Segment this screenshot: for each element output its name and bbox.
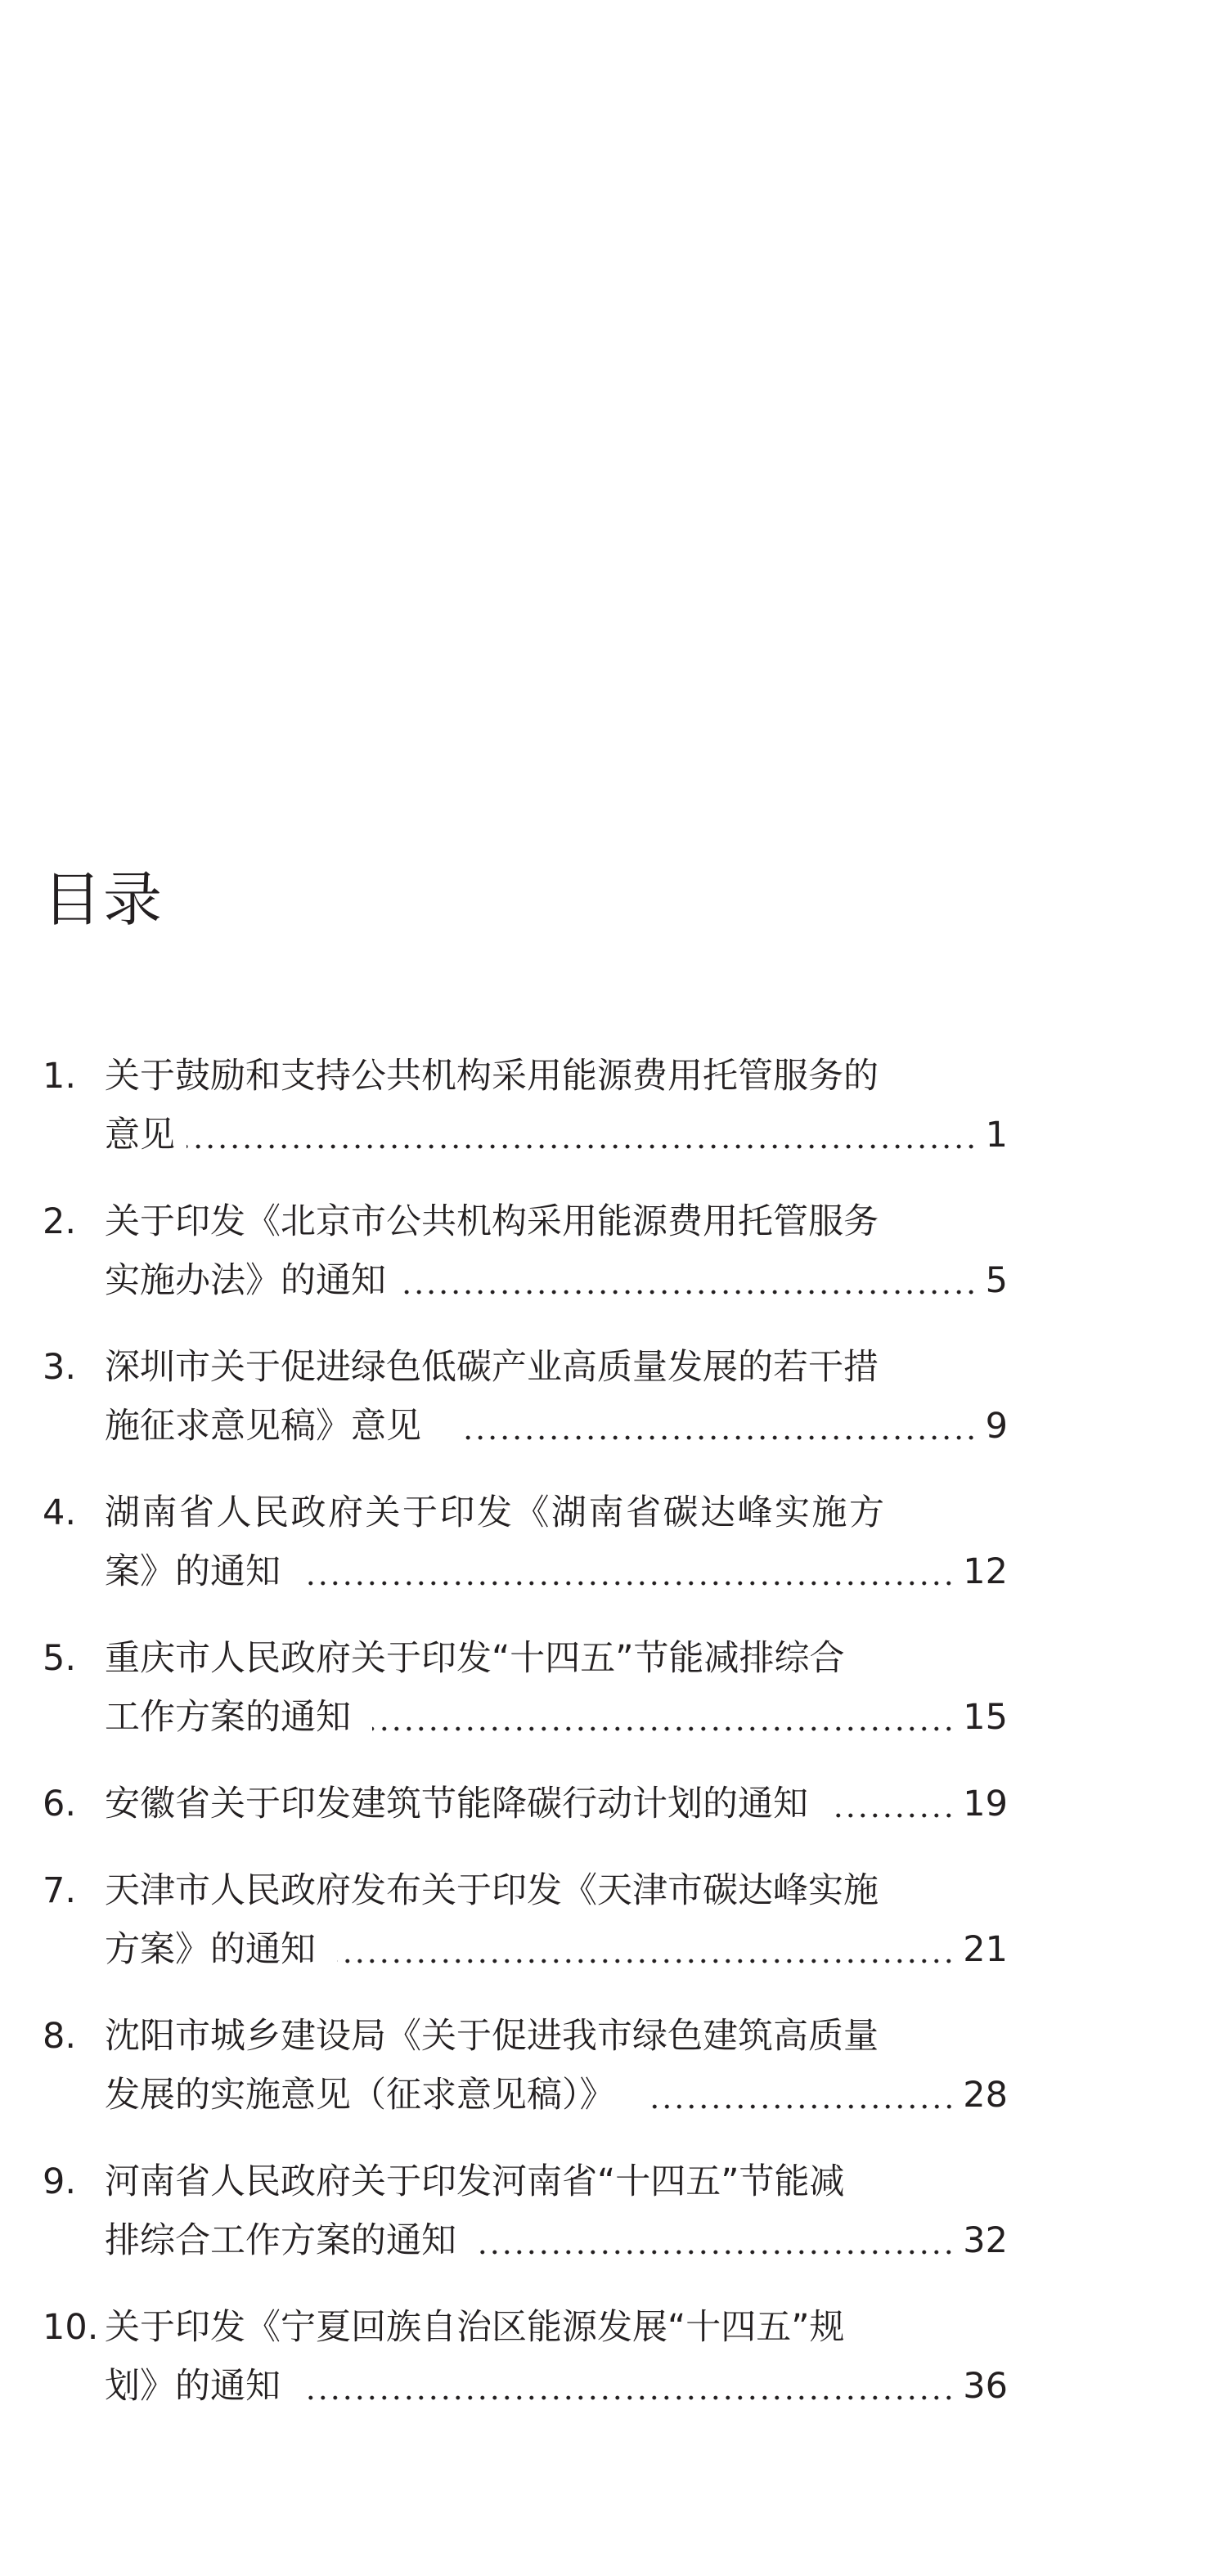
dot-leader [337, 1959, 955, 1963]
entry-title-line2: 划》的通知 [105, 2366, 281, 2407]
entry-title-line2: 意见 [105, 1115, 175, 1156]
entry-title-line1: 河南省人民政府关于印发河南省“十四五”节能减 [105, 2161, 845, 2202]
entry-title-line1: 重庆市人民政府关于印发“十四五”节能减排综合 [105, 1638, 845, 1679]
entry-title-line1: 天津市人民政府发布关于印发《天津市碳达峰实施 [105, 1870, 879, 1911]
entry-page-number: 5 [985, 1260, 1008, 1301]
entry-title-line2: 工作方案的通知 [105, 1697, 351, 1738]
entry-page-number: 19 [963, 1784, 1008, 1824]
dot-leader [462, 1435, 978, 1440]
entry-title-line2: 实施办法》的通知 [105, 1260, 386, 1301]
toc-title: 目录 [43, 865, 164, 934]
entry-number: 2. [43, 1201, 77, 1242]
dot-leader [478, 2250, 955, 2255]
entry-title-line1: 关于鼓励和支持公共机构采用能源费用托管服务的 [105, 1056, 879, 1097]
dot-leader [302, 2395, 955, 2400]
entry-page-number: 9 [985, 1406, 1008, 1447]
entry-title-line1: 沈阳市城乡建设局《关于促进我市绿色建筑高质量 [105, 2016, 879, 2057]
entry-number: 3. [43, 1347, 77, 1388]
entry-number: 8. [43, 2016, 77, 2057]
entry-title-line2: 施征求意见稿》意见 [105, 1406, 421, 1447]
entry-page-number: 12 [963, 1551, 1008, 1592]
entry-number: 1. [43, 1056, 77, 1097]
entry-title-line2: 发展的实施意见（征求意见稿）》 [105, 2075, 615, 2116]
entry-number: 9. [43, 2161, 77, 2202]
entry-number: 5. [43, 1638, 77, 1679]
dot-leader [372, 1726, 955, 1731]
entry-page-number: 28 [963, 2075, 1008, 2116]
entry-number: 6. [43, 1784, 77, 1824]
entry-title-line1: 关于印发《宁夏回族自治区能源发展“十四五”规 [105, 2307, 845, 2348]
entry-number: 7. [43, 1870, 77, 1911]
entry-page-number: 15 [963, 1697, 1008, 1738]
dot-leader [187, 1144, 978, 1149]
entry-title-line1: 湖南省人民政府关于印发《湖南省碳达峰实施方 [105, 1492, 887, 1533]
dot-leader [648, 2104, 955, 2109]
entry-page-number: 36 [963, 2366, 1008, 2407]
entry-page-number: 21 [963, 1929, 1008, 1970]
entry-title-line2: 案》的通知 [105, 1551, 281, 1592]
entry-title-line1: 深圳市关于促进绿色低碳产业高质量发展的若干措 [105, 1347, 879, 1388]
entry-title-line2: 方案》的通知 [105, 1929, 316, 1970]
entry-number: 4. [43, 1492, 77, 1533]
entry-page-number: 1 [985, 1115, 1008, 1156]
entry-title-line1: 安徽省关于印发建筑节能降碳行动计划的通知 [105, 1784, 808, 1824]
dot-leader [398, 1290, 978, 1295]
entry-number: 10. [43, 2307, 99, 2348]
entry-page-number: 32 [963, 2220, 1008, 2261]
dot-leader [829, 1813, 955, 1818]
entry-title-line1: 关于印发《北京市公共机构采用能源费用托管服务 [105, 1201, 879, 1242]
dot-leader [302, 1581, 955, 1586]
entry-title-line2: 排综合工作方案的通知 [105, 2220, 456, 2261]
